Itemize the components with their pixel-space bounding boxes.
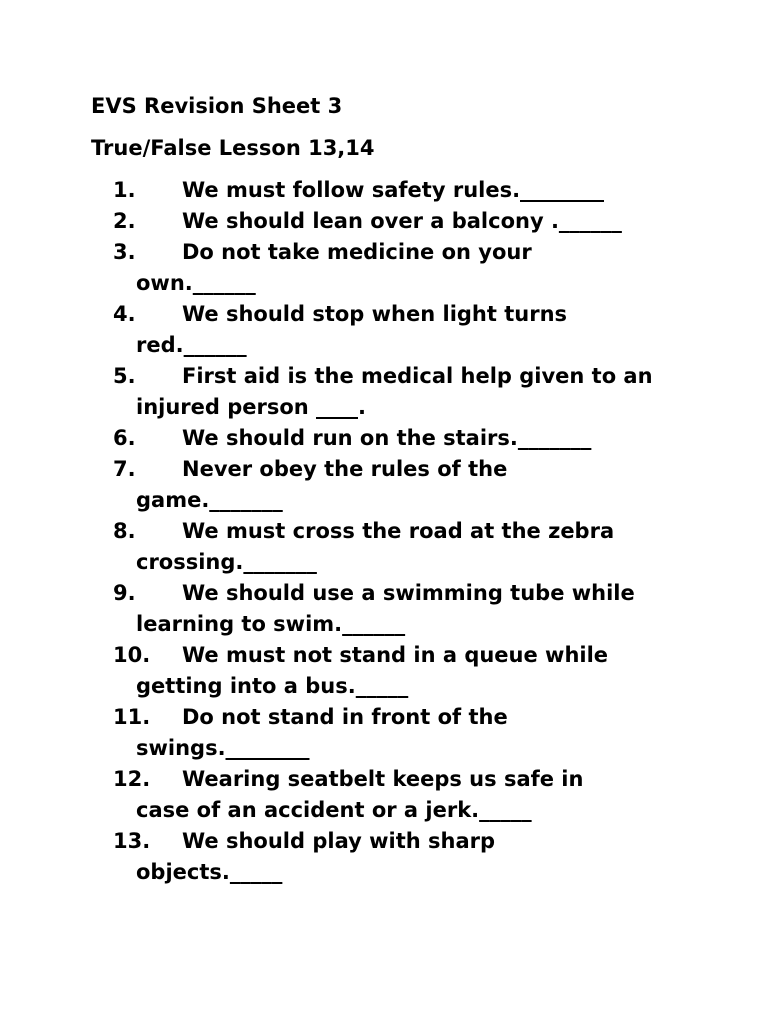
question-item: [0, 423, 676, 454]
question-number: 7.: [113, 457, 136, 481]
question-number: 2.: [113, 209, 136, 233]
question-number: 3.: [113, 240, 136, 264]
question-text: Do not take medicine on your own.______: [136, 240, 532, 295]
question-item: [0, 206, 676, 237]
question-item: [0, 361, 656, 423]
question-item: [0, 299, 606, 361]
question-number: 1.: [113, 178, 136, 202]
question-text: Never obey the rules of the game._______: [136, 457, 508, 512]
question-number: 10.: [113, 643, 151, 667]
question-item: [0, 826, 536, 888]
question-item: [0, 454, 556, 516]
question-number: 11.: [113, 705, 151, 729]
question-number: 5.: [113, 364, 136, 388]
question-item: [0, 640, 656, 702]
question-number: 8.: [113, 519, 136, 543]
question-item: [0, 764, 626, 826]
question-number: 13.: [113, 829, 151, 853]
question-item: [0, 578, 676, 640]
question-text: Do not stand in front of the swings.________: [136, 705, 508, 760]
question-number: 6.: [113, 426, 136, 450]
question-number: 12.: [113, 767, 151, 791]
question-text: Wearing seatbelt keeps us safe in case of an accident or a jerk._____: [136, 767, 584, 822]
question-text: First aid is the medical help given to an injured person ____.: [136, 364, 653, 419]
question-text: We must follow safety rules.________: [182, 178, 605, 202]
question-text: We should lean over a balcony .______: [182, 209, 622, 233]
question-item: [0, 702, 556, 764]
question-text: We should stop when light turns red.______: [136, 302, 568, 357]
question-item: [0, 237, 576, 299]
question-text: We should run on the stairs._______: [182, 426, 592, 450]
question-text: We must not stand in a queue while getting into a bus._____: [136, 643, 609, 698]
page-subtitle: True/False Lesson 13,14: [91, 136, 375, 160]
question-text: We must cross the road at the zebra crossing._______: [136, 519, 615, 574]
question-text: We should use a swimming tube while learning to swim.______: [136, 581, 635, 636]
page-title: EVS Revision Sheet 3: [91, 94, 343, 118]
question-number: 9.: [113, 581, 136, 605]
question-item: [0, 516, 656, 578]
question-text: We should play with sharp objects._____: [136, 829, 496, 884]
question-number: 4.: [113, 302, 136, 326]
question-item: [0, 175, 676, 206]
question-list: [0, 175, 768, 888]
